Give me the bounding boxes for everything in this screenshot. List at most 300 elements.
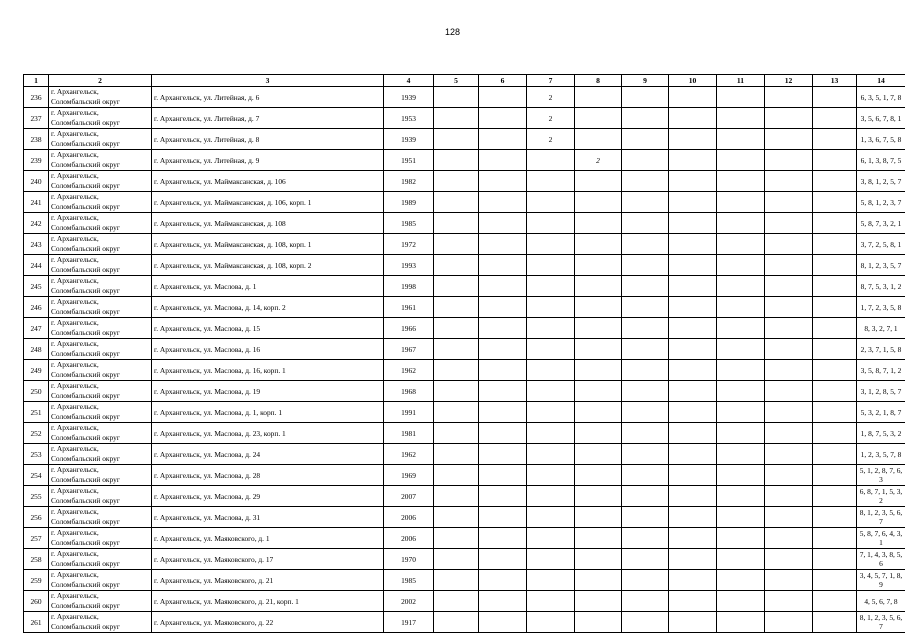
district-line-1: г. Архангельск, [51,108,99,117]
col-8-cell [575,570,622,591]
col-13-cell [813,87,857,108]
col-5-cell [434,108,479,129]
col-9-cell [622,171,669,192]
col-7-cell [527,402,575,423]
district-cell [49,234,152,255]
col-7-cell [527,465,575,486]
col-12-cell [765,570,813,591]
year-cell: 1985 [384,213,434,234]
row-number-cell: 251 [24,402,49,423]
col-12-cell [765,318,813,339]
col-9-cell [622,402,669,423]
col-8-cell [575,213,622,234]
col-8-cell [575,255,622,276]
col-12-cell [765,297,813,318]
col-6-cell [479,108,527,129]
table-row [24,549,905,570]
col-12-cell [765,402,813,423]
col-12-cell [765,192,813,213]
year-cell: 1951 [384,150,434,171]
col-5-cell [434,423,479,444]
row-number-cell: 243 [24,234,49,255]
district-line-1: г. Архангельск, [51,612,99,621]
col-12-cell [765,276,813,297]
header-row [24,75,905,87]
col-9-cell [622,381,669,402]
district-line-2: Соломбальский округ [51,475,120,484]
col-6-cell [479,486,527,507]
col-14-cell: 1, 3, 6, 7, 5, 8 [857,129,905,150]
address-cell: г. Архангельск, ул. Литейная, д. 7 [152,108,384,129]
col-7-cell [527,297,575,318]
year-cell: 2007 [384,486,434,507]
district-line-1: г. Архангельск, [51,549,99,558]
column-header-10: 10 [669,75,717,87]
col-11-cell [717,129,765,150]
row-number-cell: 257 [24,528,49,549]
housing-table [23,74,905,633]
col-14-cell: 6, 8, 7, 1, 5, 3, 2 [857,486,905,507]
col-8-cell [575,465,622,486]
table-row [24,129,905,150]
row-number-cell: 239 [24,150,49,171]
col-14-cell: 1, 8, 7, 5, 3, 2 [857,423,905,444]
col-12-cell [765,255,813,276]
col-6-cell [479,591,527,612]
col-9-cell [622,528,669,549]
district-line-1: г. Архангельск, [51,528,99,537]
col-11-cell [717,528,765,549]
col-9-cell [622,150,669,171]
district-line-2: Соломбальский округ [51,181,120,190]
col-12-cell [765,339,813,360]
table-row [24,486,905,507]
col-14-cell: 3, 8, 1, 2, 5, 7 [857,171,905,192]
year-cell: 1953 [384,108,434,129]
district-cell [49,318,152,339]
col-10-cell [669,297,717,318]
col-13-cell [813,360,857,381]
col-6-cell [479,423,527,444]
address-cell: г. Архангельск, ул. Литейная, д. 8 [152,129,384,150]
col-7-cell [527,591,575,612]
col-11-cell [717,171,765,192]
col-9-cell [622,486,669,507]
year-cell: 1982 [384,171,434,192]
col-6-cell [479,381,527,402]
district-cell [49,339,152,360]
district-cell [49,570,152,591]
col-6-cell [479,129,527,150]
col-9-cell [622,339,669,360]
address-cell: г. Архангельск, ул. Маймаксанская, д. 108 [152,213,384,234]
col-9-cell [622,570,669,591]
district-cell [49,612,152,633]
col-9-cell [622,108,669,129]
address-cell: г. Архангельск, ул. Литейная, д. 9 [152,150,384,171]
year-cell: 1998 [384,276,434,297]
col-7-cell [527,423,575,444]
col-7-cell: 2 [527,87,575,108]
table-row [24,213,905,234]
col-10-cell [669,465,717,486]
col-7-cell [527,318,575,339]
col-11-cell [717,360,765,381]
col-10-cell [669,213,717,234]
row-number-cell: 248 [24,339,49,360]
col-10-cell [669,87,717,108]
col-12-cell [765,381,813,402]
district-line-2: Соломбальский округ [51,496,120,505]
col-13-cell [813,528,857,549]
col-13-cell [813,297,857,318]
col-12-cell [765,528,813,549]
col-13-cell [813,276,857,297]
col-14-cell: 5, 8, 7, 6, 4, 3, 1 [857,528,905,549]
district-line-2: Соломбальский округ [51,265,120,274]
district-line-2: Соломбальский округ [51,601,120,610]
col-8-cell [575,339,622,360]
col-8-cell [575,276,622,297]
year-cell: 1962 [384,444,434,465]
address-cell: г. Архангельск, ул. Маяковского, д. 17 [152,549,384,570]
col-12-cell [765,171,813,192]
col-5-cell [434,150,479,171]
col-8-cell [575,129,622,150]
district-line-2: Соломбальский округ [51,244,120,253]
column-header-12: 12 [765,75,813,87]
column-header-4: 4 [384,75,434,87]
address-cell: г. Архангельск, ул. Маймаксанская, д. 108, корп. 2 [152,255,384,276]
col-13-cell [813,171,857,192]
col-10-cell [669,423,717,444]
col-11-cell [717,339,765,360]
col-7-cell [527,171,575,192]
col-12-cell [765,108,813,129]
col-12-cell [765,213,813,234]
col-13-cell [813,507,857,528]
district-cell [49,507,152,528]
col-14-cell: 1, 2, 3, 5, 7, 8 [857,444,905,465]
address-cell: г. Архангельск, ул. Маяковского, д. 22 [152,612,384,633]
col-14-cell: 8, 1, 2, 3, 5, 7 [857,255,905,276]
year-cell: 2006 [384,528,434,549]
district-line-1: г. Архангельск, [51,234,99,243]
address-cell: г. Архангельск, ул. Маслова, д. 19 [152,381,384,402]
col-9-cell [622,507,669,528]
year-cell: 1939 [384,129,434,150]
col-12-cell [765,444,813,465]
district-line-1: г. Архангельск, [51,591,99,600]
table-row [24,465,905,486]
district-line-2: Соломбальский округ [51,559,120,568]
table-row [24,234,905,255]
row-number-cell: 258 [24,549,49,570]
col-11-cell [717,192,765,213]
col-5-cell [434,612,479,633]
district-cell [49,591,152,612]
col-7-cell [527,381,575,402]
district-line-1: г. Архангельск, [51,465,99,474]
row-number-cell: 253 [24,444,49,465]
col-13-cell [813,591,857,612]
district-line-2: Соломбальский округ [51,391,120,400]
district-line-1: г. Архангельск, [51,339,99,348]
col-8-cell [575,402,622,423]
col-12-cell [765,87,813,108]
col-14-cell: 8, 1, 2, 3, 5, 6, 7 [857,612,905,633]
table-row [24,171,905,192]
col-10-cell [669,318,717,339]
col-6-cell [479,339,527,360]
col-7-cell [527,549,575,570]
address-cell: г. Архангельск, ул. Маслова, д. 15 [152,318,384,339]
col-13-cell [813,612,857,633]
year-cell: 1967 [384,339,434,360]
col-8-cell [575,87,622,108]
col-6-cell [479,87,527,108]
column-header-7: 7 [527,75,575,87]
col-11-cell [717,255,765,276]
col-10-cell [669,528,717,549]
col-8-cell [575,381,622,402]
year-cell: 1961 [384,297,434,318]
col-10-cell [669,381,717,402]
col-6-cell [479,549,527,570]
district-line-2: Соломбальский округ [51,97,120,106]
col-11-cell [717,486,765,507]
table-row [24,507,905,528]
col-11-cell [717,276,765,297]
col-8-cell [575,486,622,507]
col-12-cell [765,612,813,633]
year-cell: 1981 [384,423,434,444]
col-14-cell: 7, 1, 4, 3, 8, 5, 6 [857,549,905,570]
district-line-2: Соломбальский округ [51,349,120,358]
col-11-cell [717,381,765,402]
col-5-cell [434,486,479,507]
col-8-cell: 2 [575,150,622,171]
row-number-cell: 240 [24,171,49,192]
col-7-cell [527,612,575,633]
table-row [24,612,905,633]
col-10-cell [669,276,717,297]
col-14-cell: 2, 3, 7, 1, 5, 8 [857,339,905,360]
col-9-cell [622,213,669,234]
table-row [24,570,905,591]
year-cell: 1917 [384,612,434,633]
col-6-cell [479,612,527,633]
col-12-cell [765,507,813,528]
col-10-cell [669,570,717,591]
col-9-cell [622,549,669,570]
year-cell: 1993 [384,255,434,276]
col-14-cell: 3, 5, 6, 7, 8, 1 [857,108,905,129]
col-7-cell [527,276,575,297]
col-6-cell [479,444,527,465]
district-line-2: Соломбальский округ [51,139,120,148]
table-row [24,402,905,423]
col-6-cell [479,297,527,318]
col-13-cell [813,234,857,255]
col-13-cell [813,486,857,507]
address-cell: г. Архангельск, ул. Маслова, д. 28 [152,465,384,486]
district-line-2: Соломбальский округ [51,454,120,463]
col-10-cell [669,129,717,150]
column-header-11: 11 [717,75,765,87]
year-cell: 1962 [384,360,434,381]
year-cell: 1939 [384,87,434,108]
row-number-cell: 259 [24,570,49,591]
col-14-cell: 6, 1, 3, 8, 7, 5 [857,150,905,171]
table-row [24,87,905,108]
col-5-cell [434,507,479,528]
col-8-cell [575,318,622,339]
col-6-cell [479,507,527,528]
col-11-cell [717,444,765,465]
col-5-cell [434,339,479,360]
address-cell: г. Архангельск, ул. Маслова, д. 16, корп. 1 [152,360,384,381]
col-13-cell [813,213,857,234]
col-10-cell [669,339,717,360]
table-row [24,255,905,276]
col-7-cell [527,486,575,507]
col-14-cell: 4, 5, 6, 7, 8 [857,591,905,612]
col-14-cell: 5, 1, 2, 8, 7, 6, 3 [857,465,905,486]
col-5-cell [434,318,479,339]
col-13-cell [813,444,857,465]
district-line-2: Соломбальский округ [51,538,120,547]
col-14-cell: 3, 7, 2, 5, 8, 1 [857,234,905,255]
row-number-cell: 246 [24,297,49,318]
col-10-cell [669,108,717,129]
col-12-cell [765,360,813,381]
col-10-cell [669,486,717,507]
col-10-cell [669,192,717,213]
col-8-cell [575,234,622,255]
row-number-cell: 256 [24,507,49,528]
table-row [24,444,905,465]
col-6-cell [479,234,527,255]
col-11-cell [717,87,765,108]
col-9-cell [622,255,669,276]
row-number-cell: 249 [24,360,49,381]
address-cell: г. Архангельск, ул. Маяковского, д. 1 [152,528,384,549]
col-10-cell [669,171,717,192]
district-line-2: Соломбальский округ [51,202,120,211]
col-11-cell [717,549,765,570]
district-line-2: Соломбальский округ [51,622,120,631]
col-12-cell [765,486,813,507]
col-14-cell: 3, 4, 5, 7, 1, 8, 9 [857,570,905,591]
col-6-cell [479,570,527,591]
district-line-1: г. Архангельск, [51,87,99,96]
col-7-cell [527,213,575,234]
col-10-cell [669,402,717,423]
district-line-1: г. Архангельск, [51,423,99,432]
col-9-cell [622,129,669,150]
year-cell: 2002 [384,591,434,612]
row-number-cell: 245 [24,276,49,297]
district-line-2: Соломбальский округ [51,412,120,421]
col-7-cell [527,339,575,360]
col-13-cell [813,318,857,339]
district-cell [49,549,152,570]
row-number-cell: 238 [24,129,49,150]
table-row [24,192,905,213]
year-cell: 1966 [384,318,434,339]
col-7-cell [527,507,575,528]
col-10-cell [669,507,717,528]
address-cell: г. Архангельск, ул. Маслова, д. 23, корп. 1 [152,423,384,444]
col-10-cell [669,612,717,633]
district-cell [49,486,152,507]
col-8-cell [575,549,622,570]
district-line-1: г. Архангельск, [51,381,99,390]
district-line-1: г. Архангельск, [51,150,99,159]
col-13-cell [813,381,857,402]
year-cell: 1969 [384,465,434,486]
col-9-cell [622,87,669,108]
col-8-cell [575,591,622,612]
col-5-cell [434,402,479,423]
col-5-cell [434,381,479,402]
col-11-cell [717,465,765,486]
table-row [24,591,905,612]
district-cell [49,276,152,297]
col-11-cell [717,234,765,255]
row-number-cell: 247 [24,318,49,339]
address-cell: г. Архангельск, ул. Маслова, д. 24 [152,444,384,465]
year-cell: 1970 [384,549,434,570]
district-cell [49,255,152,276]
col-5-cell [434,87,479,108]
col-8-cell [575,171,622,192]
col-10-cell [669,255,717,276]
year-cell: 1985 [384,570,434,591]
col-7-cell [527,255,575,276]
col-13-cell [813,402,857,423]
district-line-1: г. Архангельск, [51,444,99,453]
col-6-cell [479,192,527,213]
address-cell: г. Архангельск, ул. Маслова, д. 16 [152,339,384,360]
column-header-8: 8 [575,75,622,87]
col-12-cell [765,234,813,255]
col-8-cell [575,297,622,318]
col-5-cell [434,255,479,276]
district-line-1: г. Архангельск, [51,171,99,180]
table-row [24,360,905,381]
district-line-2: Соломбальский округ [51,433,120,442]
col-9-cell [622,612,669,633]
col-6-cell [479,318,527,339]
col-8-cell [575,360,622,381]
col-9-cell [622,444,669,465]
col-5-cell [434,570,479,591]
district-cell [49,297,152,318]
column-header-1: 1 [24,75,49,87]
col-5-cell [434,213,479,234]
table-row [24,108,905,129]
col-11-cell [717,423,765,444]
row-number-cell: 244 [24,255,49,276]
col-7-cell: 2 [527,129,575,150]
row-number-cell: 250 [24,381,49,402]
address-cell: г. Архангельск, ул. Маслова, д. 1 [152,276,384,297]
year-cell: 1989 [384,192,434,213]
table-row [24,276,905,297]
row-number-cell: 261 [24,612,49,633]
